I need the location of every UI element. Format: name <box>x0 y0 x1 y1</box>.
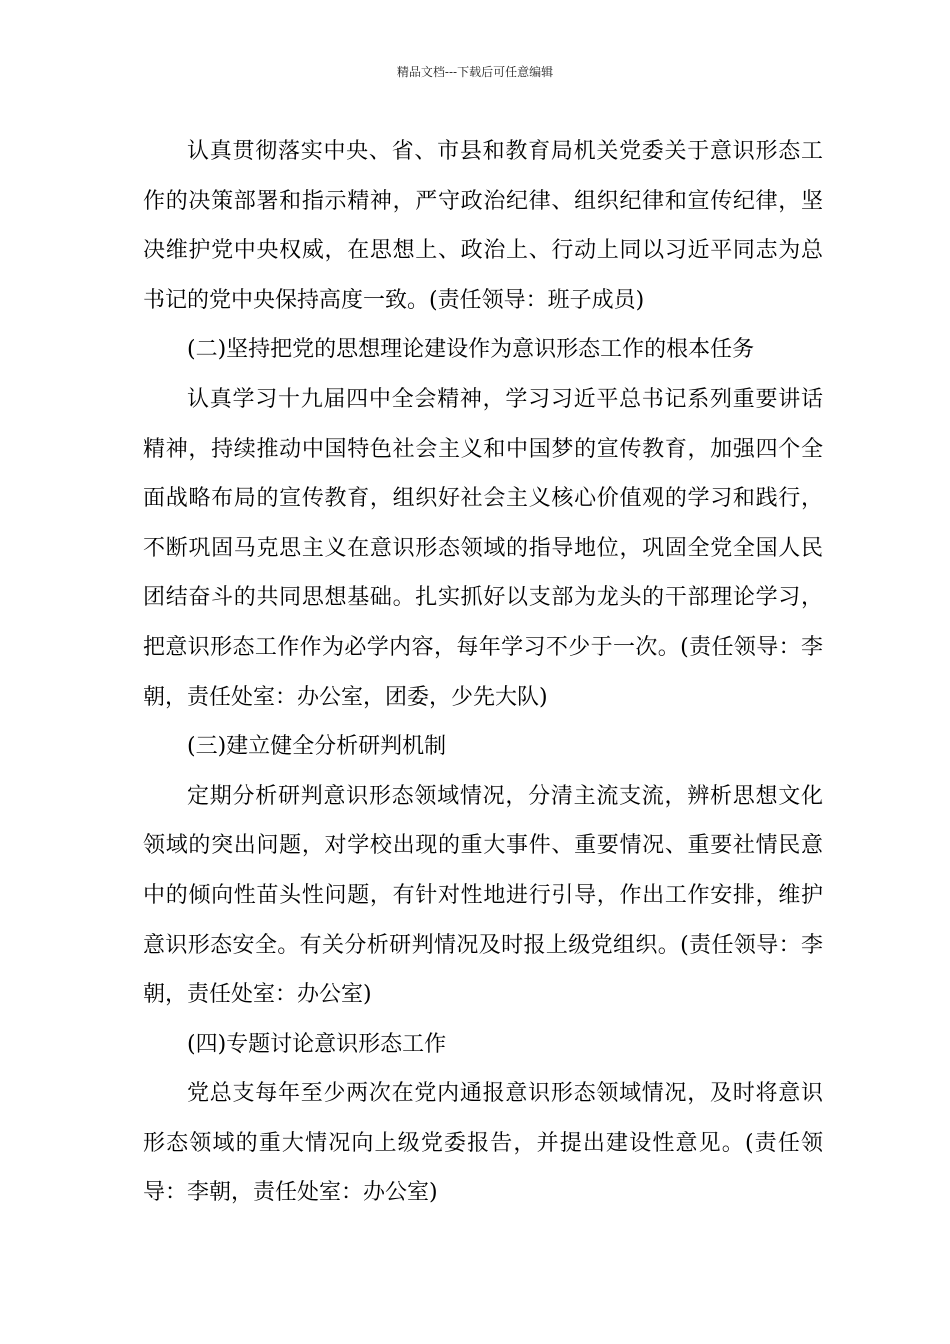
page-header: 精品文档---下载后可任意编辑 <box>396 65 554 79</box>
section-heading-4: (四)专题讨论意识形态工作 <box>187 1031 447 1057</box>
paragraph-special-discussion: 党总支每年至少两次在党内通报意识形态领域情况，及时将意识形态领域的重大情况向上级党委报告，并提出建设性意见。(责任领导：李朝，责任处室：办公室) <box>143 1081 823 1206</box>
section-heading-2: (二)坚持把党的思想理论建设作为意识形态工作的根本任务 <box>187 337 755 363</box>
paragraph-party-loyalty: 认真贯彻落实中央、省、市县和教育局机关党委关于意识形态工作的决策部署和指示精神，严守政治纪律、组织纪律和宣传纪律，坚决维护党中央权威，在思想上、政治上、行动上同以习近平同志为总书记的党中央保持高度一致。(责任领导：班子成员) <box>143 139 823 313</box>
section-heading-3: (三)建立健全分析研判机制 <box>187 734 447 760</box>
paragraph-analysis-mechanism: 定期分析研判意识形态领域情况，分清主流支流，辨析思想文化领域的突出问题，对学校出现的重大事件、重要情况、重要社情民意中的倾向性苗头性问题，有针对性地进行引导，作出工作安排，维护意识形态安全。有关分析研判情况及时报上级党组织。(责任领导：李朝，责任处室：办公室) <box>143 783 823 1008</box>
document-body <box>143 127 823 1218</box>
paragraph-theory-study: 认真学习十九届四中全会精神，学习习近平总书记系列重要讲话精神，持续推动中国特色社会主义和中国梦的宣传教育，加强四个全面战略布局的宣传教育，组织好社会主义核心价值观的学习和践行，不断巩固马克思主义在意识形态领域的指导地位，巩固全党全国人民团结奋斗的共同思想基础。扎实抓好以支部为龙头的干部理论学习，把意识形态工作作为必学内容，每年学习不少于一次。(责任领导：李朝，责任处室：办公室，团委，少先大队) <box>143 386 823 710</box>
